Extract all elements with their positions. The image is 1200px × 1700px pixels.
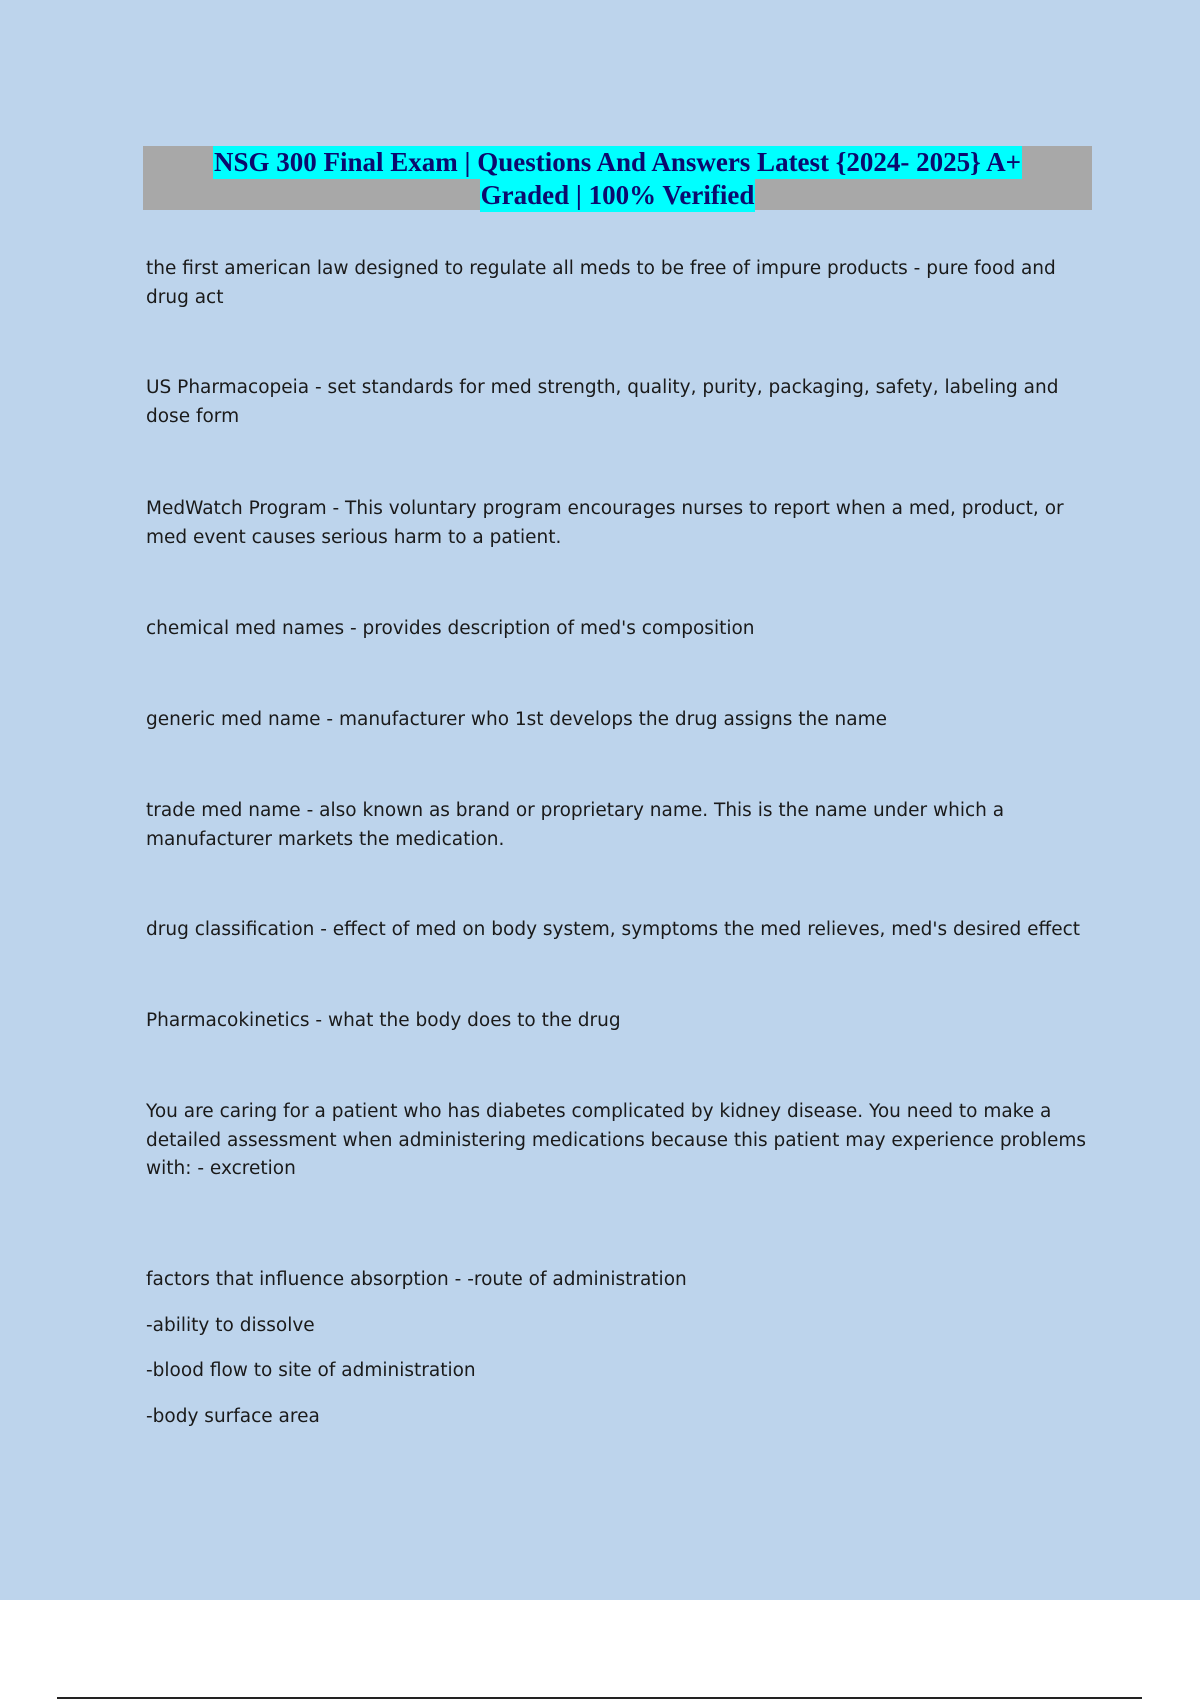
document-title-banner — [143, 146, 1092, 210]
absorption-item: -blood flow to site of administration — [146, 1359, 476, 1381]
absorption-heading: factors that influence absorption - -route of administration — [146, 1268, 687, 1290]
footer-divider — [57, 1697, 1142, 1699]
absorption-item: -body surface area — [146, 1405, 320, 1427]
qa-entry: US Pharmacopeia - set standards for med strength, quality, purity, packaging, safety, labeling and dose form — [146, 377, 1059, 427]
qa-entry: You are caring for a patient who has diabetes complicated by kidney disease. You need to make a detailed assessment when administering medications because this patient may experience problems with: - excretion — [146, 1101, 1087, 1179]
document-title-line-2: Graded | 100% Verified — [480, 180, 755, 210]
qa-entry: the first american law designed to regulate all meds to be free of impure products - pure food and drug act — [146, 258, 1056, 308]
qa-entry: chemical med names - provides description of med's composition — [146, 618, 755, 639]
qa-entry: generic med name - manufacturer who 1st develops the drug assigns the name — [146, 709, 887, 730]
document-title-line-1: NSG 300 Final Exam | Questions And Answers Latest {2024- 2025} A+ — [214, 147, 1021, 177]
qa-entry: drug classification - effect of med on body system, symptoms the med relieves, med's desired effect — [146, 919, 1081, 940]
qa-entry: MedWatch Program - This voluntary program encourages nurses to report when a med, product, or med event causes serious harm to a patient. — [146, 498, 1064, 548]
absorption-item: -ability to dissolve — [146, 1314, 315, 1336]
qa-entry: trade med name - also known as brand or proprietary name. This is the name under which a manufacturer markets the medication. — [146, 800, 1005, 850]
qa-entry: Pharmacokinetics - what the body does to the drug — [146, 1010, 621, 1031]
